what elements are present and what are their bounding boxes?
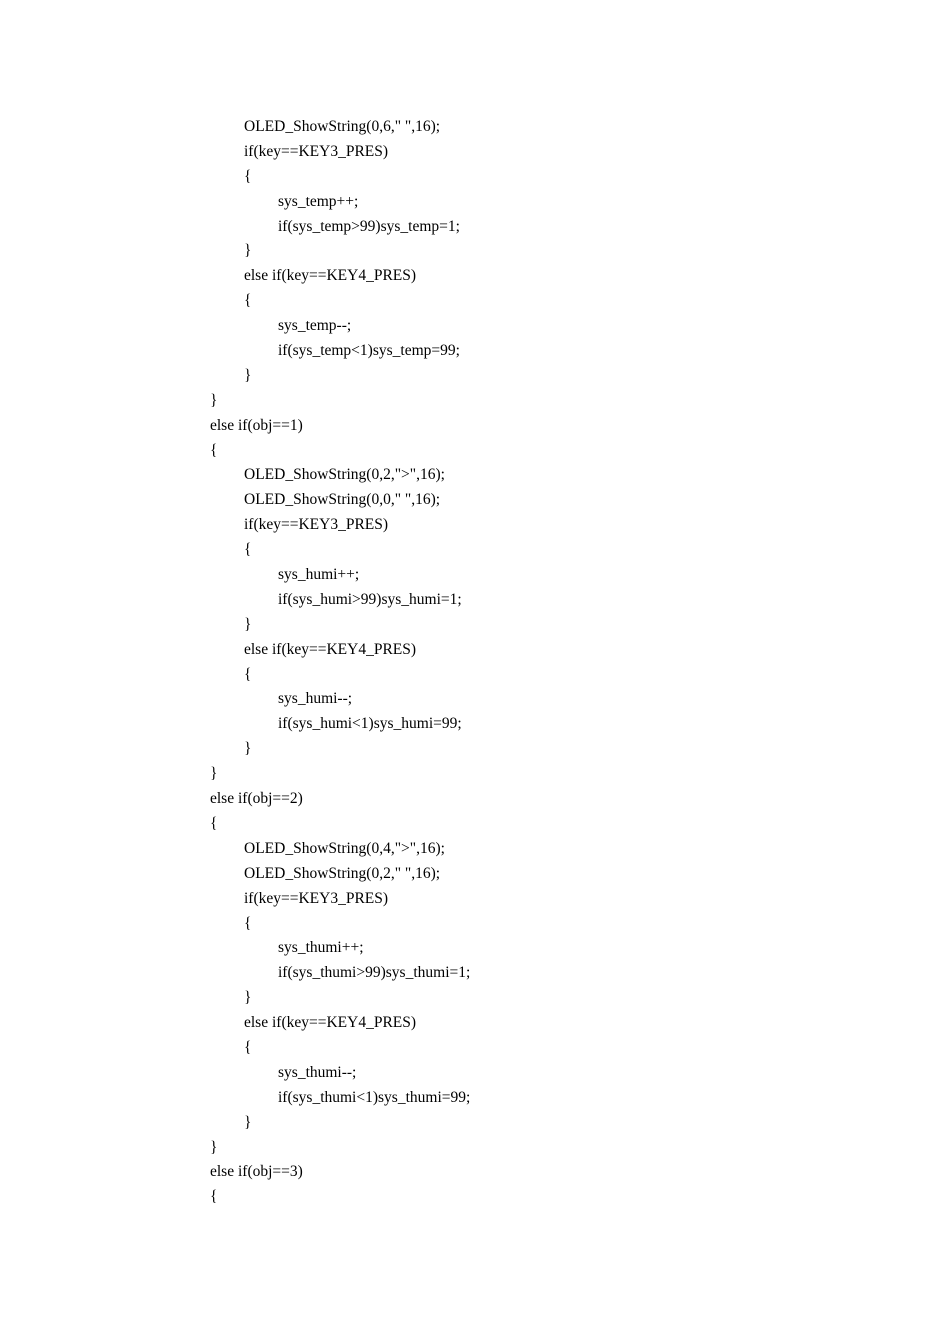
code-line: sys_thumi++; <box>278 939 364 957</box>
code-line: if(sys_temp<1)sys_temp=99; <box>278 342 460 360</box>
code-line: { <box>210 441 218 459</box>
code-line: { <box>244 292 252 310</box>
code-line: else if(obj==1) <box>210 416 303 434</box>
code-line: } <box>244 366 252 384</box>
code-line: if(key==KEY3_PRES) <box>244 516 389 534</box>
code-line: { <box>244 665 252 683</box>
code-line: sys_humi--; <box>278 690 353 708</box>
code-line: else if(key==KEY4_PRES) <box>244 1014 417 1032</box>
code-line: OLED_ShowString(0,2,">",16); <box>244 466 445 484</box>
code-line: sys_temp++; <box>278 192 359 210</box>
code-line: OLED_ShowString(0,2," ",16); <box>244 864 441 882</box>
code-line: if(sys_temp>99)sys_temp=1; <box>278 217 460 235</box>
code-line: } <box>244 740 252 758</box>
code-line: { <box>210 814 218 832</box>
code-line: if(sys_humi<1)sys_humi=99; <box>278 715 462 733</box>
code-line: if(sys_humi>99)sys_humi=1; <box>278 590 462 608</box>
code-line: if(sys_thumi<1)sys_thumi=99; <box>278 1088 471 1106</box>
code-line: else if(obj==2) <box>210 790 303 808</box>
code-line: sys_temp--; <box>278 317 352 335</box>
code-line: else if(key==KEY4_PRES) <box>244 267 417 285</box>
code-line: } <box>244 1113 252 1131</box>
code-line: { <box>244 541 252 559</box>
code-line: } <box>210 391 218 409</box>
code-line: else if(key==KEY4_PRES) <box>244 640 417 658</box>
code-line: OLED_ShowString(0,6," ",16); <box>244 118 441 135</box>
code-line: if(sys_thumi>99)sys_thumi=1; <box>278 964 471 982</box>
code-line: if(key==KEY3_PRES) <box>244 142 389 160</box>
code-line: if(key==KEY3_PRES) <box>244 889 389 907</box>
code-line: { <box>210 1188 218 1206</box>
code-line: else if(obj==3) <box>210 1163 303 1181</box>
code-line: { <box>244 914 252 932</box>
code-line: OLED_ShowString(0,0," ",16); <box>244 491 441 509</box>
code-line: sys_thumi--; <box>278 1063 357 1081</box>
code-line: } <box>244 989 252 1007</box>
code-line: { <box>244 167 252 185</box>
code-listing <box>210 115 470 1210</box>
code-line: } <box>244 615 252 633</box>
code-line: } <box>244 242 252 260</box>
code-line: } <box>210 1138 218 1156</box>
code-line: OLED_ShowString(0,4,">",16); <box>244 839 445 857</box>
code-line: } <box>210 765 218 783</box>
code-line: sys_humi++; <box>278 566 360 584</box>
code-line: { <box>244 1038 252 1056</box>
